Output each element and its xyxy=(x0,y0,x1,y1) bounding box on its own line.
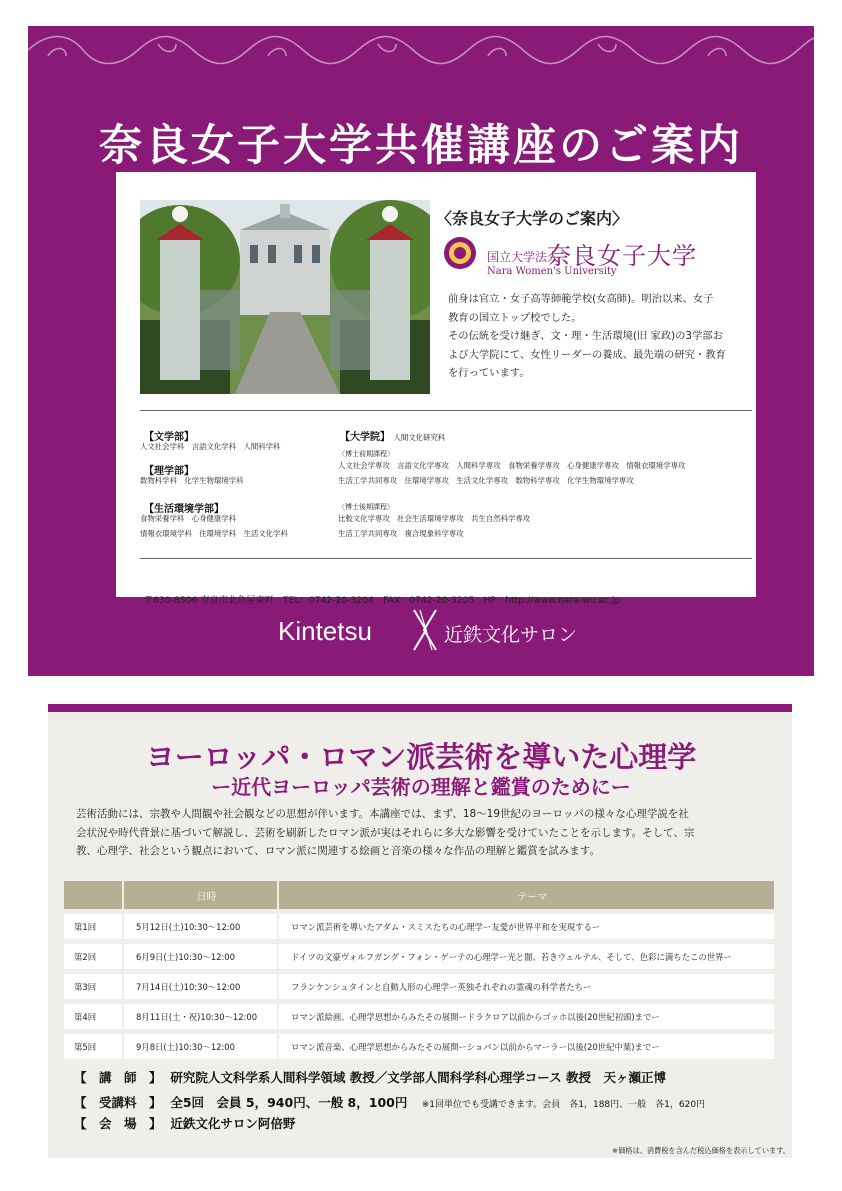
table-row xyxy=(64,1004,774,1029)
session-theme: ロマン派絵画、心理学思想からみたその展開ードラクロア以前からゴッホ以後(20世紀初頭)までー xyxy=(277,1004,774,1029)
description-line: 教、心理学、社会という観点において、ロマン派に関連する絵画と音楽の様々な作品の理解と鑑賞を試みます。 xyxy=(76,845,600,857)
lecture-top-band xyxy=(48,704,792,712)
faculty-human-life-heading: 【生活環境学部】 xyxy=(144,504,224,515)
session-theme: ロマン派音楽、心理学思想からみたその展開ーショパン以前からマーラー以後(20世紀中葉)までー xyxy=(277,1034,774,1059)
divider xyxy=(140,410,752,411)
page-title: 奈良女子大学共催講座のご案内 xyxy=(99,121,743,171)
description-line: 教育の国立トップ校でした。 xyxy=(448,311,582,324)
session-date: 7月14日(土)10:30～12:00 xyxy=(122,974,277,999)
description-line: を行っています。 xyxy=(448,367,530,380)
logo-small-text: 国立大学法人 xyxy=(487,250,560,264)
doctor-course-label: 〈博士後期課程〉 xyxy=(338,503,394,511)
faculty-science-heading: 【理学部】 xyxy=(144,466,194,477)
graduate-heading-text: 【大学院】 xyxy=(340,432,390,443)
venue-value: 近鉄文化サロン阿倍野 xyxy=(170,1116,296,1131)
description-line: 前身は官立・女子高等師範学校(女高師)。明治以来、女子 xyxy=(448,293,714,305)
kintetsu-mark-icon xyxy=(410,608,440,652)
session-no: 第5回 xyxy=(64,1034,122,1059)
table-row xyxy=(64,944,774,969)
lecturer-value: 研究院人文科学系人間科学領域 教授／文学部人間科学科心理学コース 教授 天ヶ瀬正博 xyxy=(170,1070,666,1085)
description-line: その伝統を受け継ぎ、文・理・生活環境(旧 家政)の3学部お xyxy=(448,330,723,343)
venue-row xyxy=(74,1114,295,1132)
fee-label: 【 受講料 】 xyxy=(74,1095,162,1110)
master-course-label: 〈博士前期課程〉 xyxy=(338,450,394,458)
session-date: 5月12日(土)10:30～12:00 xyxy=(122,914,277,939)
price-footnote: ※価格は、消費税を含んだ税込価格を表示しています。 xyxy=(612,1146,790,1155)
venue-label: 【 会 場 】 xyxy=(74,1116,162,1131)
university-heading: 〈奈良女子大学のご案内〉 xyxy=(436,209,629,228)
lecturer-row xyxy=(74,1068,666,1086)
divider xyxy=(140,558,752,559)
description-line: 芸術活動には、宗教や人間観や社会観などの思想が伴います。本講座では、まず、18～19世紀のヨーロッパの様々な心理学説を社 xyxy=(76,808,689,820)
faculty-letters-heading: 【文学部】 xyxy=(144,432,194,443)
faculty-letters-departments: 人文社会学科 言語文化学科 人間科学科 xyxy=(140,442,281,451)
master-course-line-2: 生活工学共同専攻 住環境学専攻 生活文化学専攻 数物科学専攻 化学生物環境学専攻 xyxy=(338,476,634,485)
master-course-line-1: 人文社会学専攻 言語文化学専攻 人間科学専攻 食物栄養学専攻 心身健康学専攻 情報衣環境学専攻 xyxy=(338,461,686,470)
session-no: 第1回 xyxy=(64,914,122,939)
session-theme: ロマン派芸術を導いたアダム・スミスたちの心理学ー友愛が世界平和を実現するー xyxy=(277,914,774,939)
doctor-course-line-2: 生活工学共同専攻 複合現象科学専攻 xyxy=(338,529,464,538)
university-address: 〒630-8506 奈良市北魚屋東町 TEL：0742-20-3204 FAX：0742-20-3205 HP：http://www.nara-wu.ac.jp xyxy=(144,595,621,606)
table-header-row xyxy=(64,881,774,909)
header-date: 日時 xyxy=(122,881,277,909)
lecture-subtitle: ー近代ヨーロッパ芸術の理解と鑑賞のためにー xyxy=(211,775,631,799)
doctor-course-line-1: 比較文化学専攻 社会生活環境学専攻 共生自然科学専攻 xyxy=(338,514,531,523)
faculty-human-life-departments-1: 食物栄養学科 心身健康学科 xyxy=(140,514,237,523)
session-no: 第2回 xyxy=(64,944,122,969)
graduate-heading xyxy=(340,428,445,443)
logo-large-text: 奈良女子大学 xyxy=(547,242,697,270)
table-row xyxy=(64,974,774,999)
university-logo xyxy=(443,232,743,280)
lecture-description xyxy=(76,805,776,861)
fee-value: 全5回 会員 5，940円、一般 8，100円 xyxy=(170,1095,408,1110)
kintetsu-salon-logo xyxy=(278,606,578,656)
schedule-table xyxy=(64,876,774,1064)
session-theme: フランケンシュタインと自動人形の心理学ー英独それぞれの霊魂の科学者たちー xyxy=(277,974,774,999)
header-theme: テーマ xyxy=(277,881,774,909)
graduate-note: 人間文化研究科 xyxy=(393,433,446,442)
description-line: よび大学院にて、女性リーダーの養成、最先端の研究・教育 xyxy=(448,348,726,361)
session-date: 9月8日(土)10:30～12:00 xyxy=(122,1034,277,1059)
session-date: 6月9日(土)10:30～12:00 xyxy=(122,944,277,969)
ornament-band xyxy=(28,26,814,74)
crest-icon xyxy=(443,236,477,270)
logo-english-text: Nara Women's University xyxy=(487,266,617,277)
session-no: 第3回 xyxy=(64,974,122,999)
faculty-human-life-departments-2: 情報衣環境学科 住環境学科 生活文化学科 xyxy=(140,529,288,538)
campus-photo xyxy=(140,200,430,394)
session-theme: ドイツの文豪ヴォルフガング・フォン・ゲーテの心理学ー光と闇、若きウェルテル、そして、色彩に満ちたこの世界ー xyxy=(277,944,774,969)
header-no xyxy=(64,881,122,909)
fee-row xyxy=(74,1093,705,1111)
university-info-box xyxy=(116,172,756,606)
description-line: 会状況や時代背景に基づいて解説し、芸術を刷新したロマン派が実はそれらに多大な影響を受けていたことを示します。そして、宗 xyxy=(76,826,695,839)
lecture-title: ヨーロッパ・ロマン派芸術を導いた心理学 xyxy=(145,740,697,774)
fee-note: ※1回単位でも受講できます。会員 各1，188円、一般 各1，620円 xyxy=(421,1100,706,1110)
table-row xyxy=(64,914,774,939)
lecturer-label: 【 講 師 】 xyxy=(74,1070,162,1085)
kintetsu-wordmark: Kintetsu xyxy=(278,616,372,646)
top-panel xyxy=(28,26,814,676)
table-row xyxy=(64,1034,774,1059)
salon-name: 近鉄文化サロン xyxy=(444,624,578,646)
faculty-science-departments: 数物科学科 化学生物環境学科 xyxy=(140,476,244,485)
session-date: 8月11日(土・祝)10:30～12:00 xyxy=(122,1004,277,1029)
university-description xyxy=(448,290,748,383)
session-no: 第4回 xyxy=(64,1004,122,1029)
